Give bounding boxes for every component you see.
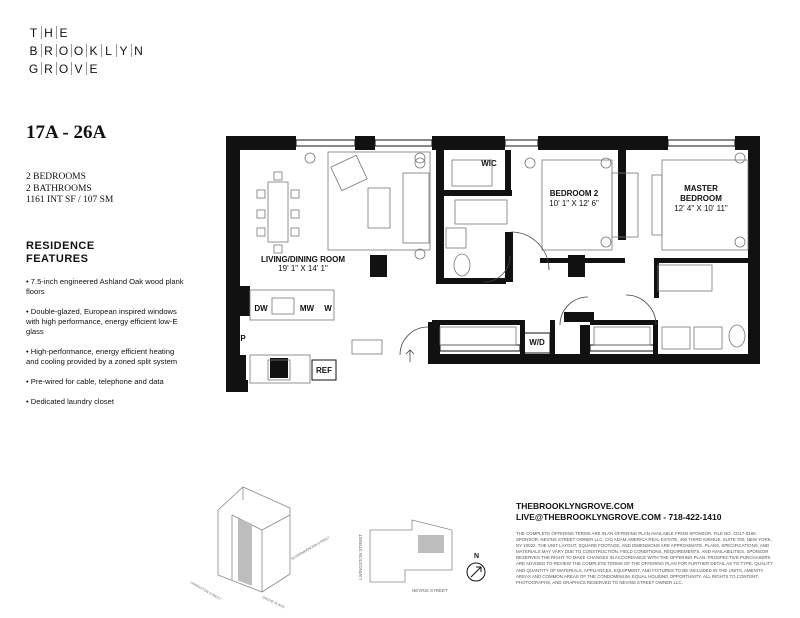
contact-block [516,501,721,523]
master-label-2: BEDROOM [680,194,722,203]
axon-street-left: LIVINGSTON STREET [189,580,222,602]
wic-label: WIC [481,159,497,168]
unit-highlight-column [238,519,252,586]
street-vertical-label: LIVINGSTON STREET [358,533,363,580]
living-room-dims: 19' 1" X 14' 1" [278,264,328,273]
feature-item: • Pre-wired for cable, telephone and data [26,377,186,387]
features-heading: RESIDENCE FEATURES [26,240,95,265]
north-label: N [474,553,480,560]
living-room-label: LIVING/DINING ROOM [261,255,345,264]
unit-size: 1161 INT SF / 107 SM [26,195,114,205]
bedroom2-label: BEDROOM 2 [549,189,599,198]
axon-street-right: SCHERMERHORN STREET [290,535,331,561]
w-label: W [324,304,332,313]
feature-item: • Dedicated laundry closet [26,397,186,407]
mw-label: MW [299,304,315,313]
building-axon [218,487,290,592]
feature-item: • High-performance, energy efficient heating and cooling provided by a zoned split system [26,347,186,367]
master-label-1: MASTER [684,184,718,193]
feature-item: • 7.5-inch engineered Ashland Oak wood plank floors [26,277,186,297]
dw-label: DW [254,304,268,313]
bedroom2-dims: 10' 1" X 12' 6" [549,199,599,208]
email-phone[interactable]: LIVE@THEBROOKLYNGROVE.COM - 718-422-1410 [516,512,722,522]
legal-disclaimer: THE COMPLETE OFFERING TERMS ARE IN AN OFFERING PLAN AVAILABLE FROM SPONSOR. FILE NO. CD17-0169. SPONSOR: NEVINS STREET OWNER LLC, C/O ADAM AMERICA REAL ESTATE, 460 THIRD AVENUE, SUITE 700, NEW YORK, NY 10022. THE UNIT LAYOUT, SQUARE FOOTAGE, AND DIMENSIONS ARE APPROXIMATE. PLANS, SPECIFICATIONS, AND MATERIALS MAY VARY DUE TO CONSTRUCTION, FIELD CONDITIONS, REQUIREMENTS, AND AVAILABILITIES. SPONSOR RESERVES THE RIGHT TO MAKE CHANGES IN ACCORDANCE WITH THE OFFERING PLAN. PROSPECTIVE PURCHASERS ARE ADVISED TO REVIEW THE COMPLETE TERMS OF THE OFFERING PLAN FOR FURTHER DETAIL AS TO TYPE, QUALITY AND QUANTITY OF MATERIALS, APPLIANCES, EQUIPMENT, AND FIXTURES TO BE INCLUDED IN THE UNITS, AMENITY AREAS AND COMMON AREAS OF THE CONDOMINIUM. EQUAL HOUSING OPPORTUNITY. ALL RIGHTS TO CONTENT, PHOTOGRAPHS, AND GRAPHICS RESERVED TO NEVINS STREET OWNER LLC. [516,531,774,585]
ref-label: REF [316,366,332,375]
unit-title: 17A - 26A [26,122,107,143]
north-arrow-pointer [471,567,481,577]
feature-item: • Double-glazed, European inspired windows with high performance, energy efficient low-E glass [26,307,186,337]
bathroom-count: 2 BATHROOMS [26,183,92,194]
logo-line-3: G R O V E [26,60,146,78]
p-label: P [240,334,246,343]
site-highlight [418,535,444,553]
logo-line-2: B R O O K L Y N [26,42,146,60]
master-dims: 12' 4" X 10' 11" [674,204,728,213]
wd-label: W/D [529,338,545,347]
bedroom-count: 2 BEDROOMS [26,172,86,182]
axon-street-bottom: GROVE PLACE [261,595,286,610]
website-link[interactable]: THEBROOKLYNGROVE.COM [516,501,634,511]
street-bottom-label: NEVINS STREET [412,588,448,593]
logo-line-1: T H E [26,24,146,42]
